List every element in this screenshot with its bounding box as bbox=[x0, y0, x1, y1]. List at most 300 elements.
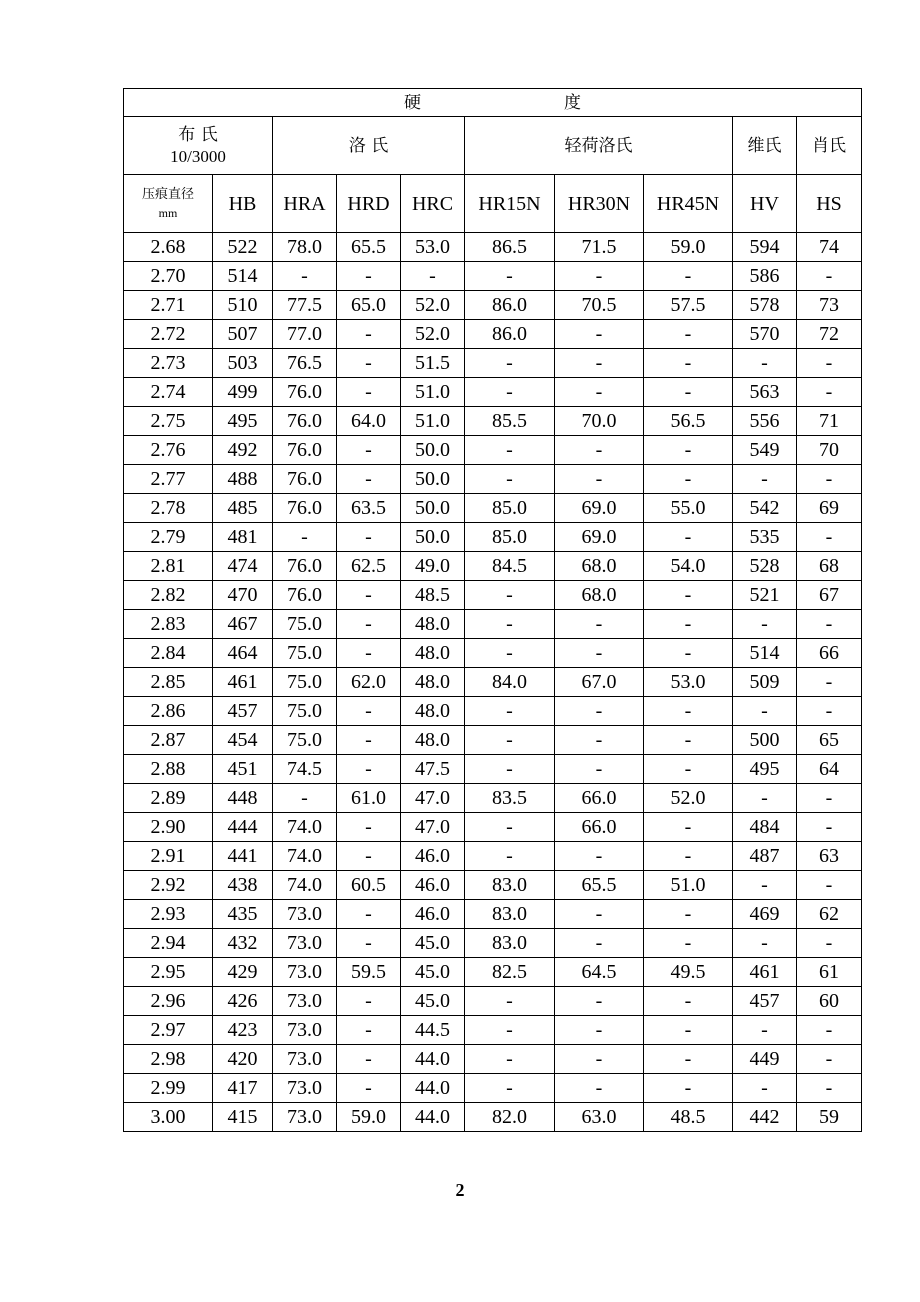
hrc-cell: 47.0 bbox=[401, 813, 465, 842]
hb-cell: 457 bbox=[213, 697, 273, 726]
hr45n-cell: - bbox=[644, 1016, 733, 1045]
table-row bbox=[124, 813, 862, 842]
diameter-cell: 2.97 bbox=[124, 1016, 213, 1045]
hr30n-cell: - bbox=[555, 639, 644, 668]
hr45n-cell: - bbox=[644, 813, 733, 842]
hs-header: HS bbox=[797, 175, 862, 233]
hr15n-cell: 85.5 bbox=[465, 407, 555, 436]
hr30n-cell: 69.0 bbox=[555, 523, 644, 552]
hrc-cell: 45.0 bbox=[401, 929, 465, 958]
hr15n-cell: - bbox=[465, 755, 555, 784]
hr15n-cell: - bbox=[465, 697, 555, 726]
hr15n-cell: - bbox=[465, 639, 555, 668]
hrc-cell: 46.0 bbox=[401, 842, 465, 871]
hrc-cell: 51.0 bbox=[401, 378, 465, 407]
diameter-cell: 2.85 bbox=[124, 668, 213, 697]
hr30n-cell: - bbox=[555, 726, 644, 755]
table-row bbox=[124, 320, 862, 349]
table-row bbox=[124, 1016, 862, 1045]
hra-cell: 77.0 bbox=[273, 320, 337, 349]
hr30n-cell: 69.0 bbox=[555, 494, 644, 523]
hrd-cell: 65.5 bbox=[337, 233, 401, 262]
hb-cell: 464 bbox=[213, 639, 273, 668]
table-row bbox=[124, 494, 862, 523]
hb-cell: 514 bbox=[213, 262, 273, 291]
hv-cell: - bbox=[733, 610, 797, 639]
hrd-cell: - bbox=[337, 813, 401, 842]
diameter-cell: 2.70 bbox=[124, 262, 213, 291]
hrc-cell: 51.0 bbox=[401, 407, 465, 436]
hr30n-cell: - bbox=[555, 900, 644, 929]
hr45n-cell: 57.5 bbox=[644, 291, 733, 320]
hv-cell: 484 bbox=[733, 813, 797, 842]
hs-cell: 65 bbox=[797, 726, 862, 755]
hv-cell: 457 bbox=[733, 987, 797, 1016]
rockwell-group-header: 洛 氏 bbox=[273, 117, 465, 175]
hr15n-cell: - bbox=[465, 465, 555, 494]
table-row bbox=[124, 842, 862, 871]
hrd-cell: - bbox=[337, 987, 401, 1016]
table-row bbox=[124, 407, 862, 436]
hv-cell: 528 bbox=[733, 552, 797, 581]
hr15n-cell: 82.0 bbox=[465, 1103, 555, 1132]
hv-cell: 578 bbox=[733, 291, 797, 320]
hs-cell: 63 bbox=[797, 842, 862, 871]
hrd-cell: - bbox=[337, 755, 401, 784]
hr45n-cell: 52.0 bbox=[644, 784, 733, 813]
group-header-row bbox=[124, 117, 862, 175]
hra-cell: 76.5 bbox=[273, 349, 337, 378]
diameter-cell: 2.93 bbox=[124, 900, 213, 929]
table-row bbox=[124, 436, 862, 465]
hrc-cell: 50.0 bbox=[401, 465, 465, 494]
hv-cell: - bbox=[733, 929, 797, 958]
hrc-cell: 48.0 bbox=[401, 668, 465, 697]
hra-cell: 73.0 bbox=[273, 1103, 337, 1132]
hr45n-cell: - bbox=[644, 523, 733, 552]
hb-cell: 507 bbox=[213, 320, 273, 349]
hr15n-cell: 84.0 bbox=[465, 668, 555, 697]
hra-cell: 75.0 bbox=[273, 697, 337, 726]
diameter-cell: 2.71 bbox=[124, 291, 213, 320]
hrc-cell: 48.5 bbox=[401, 581, 465, 610]
table-row bbox=[124, 639, 862, 668]
hra-cell: 75.0 bbox=[273, 639, 337, 668]
hr45n-cell: - bbox=[644, 726, 733, 755]
hr30n-cell: - bbox=[555, 697, 644, 726]
hr45n-cell: 49.5 bbox=[644, 958, 733, 987]
hv-cell: - bbox=[733, 1016, 797, 1045]
diameter-cell: 2.79 bbox=[124, 523, 213, 552]
hrc-cell: 46.0 bbox=[401, 871, 465, 900]
hra-cell: 76.0 bbox=[273, 581, 337, 610]
hs-cell: 59 bbox=[797, 1103, 862, 1132]
hv-cell: 594 bbox=[733, 233, 797, 262]
shore-group-header: 肖氏 bbox=[797, 117, 862, 175]
hs-cell: 67 bbox=[797, 581, 862, 610]
hrd-cell: 64.0 bbox=[337, 407, 401, 436]
hv-cell: 469 bbox=[733, 900, 797, 929]
table-row bbox=[124, 668, 862, 697]
hrd-cell: - bbox=[337, 436, 401, 465]
hr30n-cell: - bbox=[555, 1045, 644, 1074]
hr45n-cell: 53.0 bbox=[644, 668, 733, 697]
hr30n-cell: - bbox=[555, 320, 644, 349]
hrc-cell: 52.0 bbox=[401, 320, 465, 349]
table-row bbox=[124, 1103, 862, 1132]
hrc-cell: 48.0 bbox=[401, 726, 465, 755]
hr45n-cell: - bbox=[644, 1074, 733, 1103]
hr30n-cell: 64.5 bbox=[555, 958, 644, 987]
hv-cell: - bbox=[733, 1074, 797, 1103]
hra-cell: - bbox=[273, 523, 337, 552]
hr45n-cell: - bbox=[644, 610, 733, 639]
table-row bbox=[124, 552, 862, 581]
hr15n-cell: 84.5 bbox=[465, 552, 555, 581]
diameter-cell: 2.76 bbox=[124, 436, 213, 465]
hr30n-cell: - bbox=[555, 842, 644, 871]
diameter-cell: 2.95 bbox=[124, 958, 213, 987]
hv-cell: 570 bbox=[733, 320, 797, 349]
hr15n-cell: - bbox=[465, 987, 555, 1016]
hr15n-cell: - bbox=[465, 581, 555, 610]
hr30n-cell: - bbox=[555, 436, 644, 465]
hr45n-cell: 59.0 bbox=[644, 233, 733, 262]
hb-cell: 441 bbox=[213, 842, 273, 871]
table-row bbox=[124, 233, 862, 262]
table-row bbox=[124, 784, 862, 813]
hs-cell: - bbox=[797, 697, 862, 726]
table-title bbox=[124, 89, 862, 117]
diameter-cell: 2.84 bbox=[124, 639, 213, 668]
table-row bbox=[124, 929, 862, 958]
title-row bbox=[124, 89, 862, 117]
diameter-cell: 2.72 bbox=[124, 320, 213, 349]
hrd-cell: - bbox=[337, 1074, 401, 1103]
hb-cell: 485 bbox=[213, 494, 273, 523]
hrc-cell: 52.0 bbox=[401, 291, 465, 320]
hs-cell: - bbox=[797, 784, 862, 813]
hrc-cell: 50.0 bbox=[401, 494, 465, 523]
hr15n-cell: 85.0 bbox=[465, 523, 555, 552]
hra-cell: 76.0 bbox=[273, 436, 337, 465]
column-header-row bbox=[124, 175, 862, 233]
diameter-cell: 3.00 bbox=[124, 1103, 213, 1132]
hr30n-cell: 68.0 bbox=[555, 581, 644, 610]
hr30n-cell: 70.5 bbox=[555, 291, 644, 320]
hrd-header: HRD bbox=[337, 175, 401, 233]
hrc-cell: 48.0 bbox=[401, 697, 465, 726]
hrc-cell: 47.5 bbox=[401, 755, 465, 784]
hrd-cell: - bbox=[337, 378, 401, 407]
hr30n-cell: 66.0 bbox=[555, 784, 644, 813]
hrc-cell: 44.0 bbox=[401, 1074, 465, 1103]
hrc-cell: 48.0 bbox=[401, 610, 465, 639]
hb-cell: 481 bbox=[213, 523, 273, 552]
hr30n-cell: - bbox=[555, 610, 644, 639]
hb-cell: 438 bbox=[213, 871, 273, 900]
hr45n-cell: 56.5 bbox=[644, 407, 733, 436]
hb-cell: 474 bbox=[213, 552, 273, 581]
hs-cell: 60 bbox=[797, 987, 862, 1016]
hb-cell: 417 bbox=[213, 1074, 273, 1103]
hrc-cell: - bbox=[401, 262, 465, 291]
hrc-cell: 44.0 bbox=[401, 1103, 465, 1132]
hr30n-cell: 68.0 bbox=[555, 552, 644, 581]
hr45n-cell: 54.0 bbox=[644, 552, 733, 581]
table-row bbox=[124, 726, 862, 755]
hr30n-header: HR30N bbox=[555, 175, 644, 233]
hr45n-cell: 55.0 bbox=[644, 494, 733, 523]
hr15n-cell: 86.0 bbox=[465, 320, 555, 349]
hr45n-cell: - bbox=[644, 755, 733, 784]
brinell-label: 布 氏 bbox=[178, 124, 218, 145]
hr30n-cell: 65.5 bbox=[555, 871, 644, 900]
hrc-cell: 53.0 bbox=[401, 233, 465, 262]
hb-cell: 461 bbox=[213, 668, 273, 697]
hb-cell: 499 bbox=[213, 378, 273, 407]
hv-cell: 549 bbox=[733, 436, 797, 465]
hr45n-cell: - bbox=[644, 465, 733, 494]
hr45n-cell: - bbox=[644, 900, 733, 929]
table-row bbox=[124, 523, 862, 552]
hr15n-cell: 83.0 bbox=[465, 871, 555, 900]
hra-cell: 73.0 bbox=[273, 900, 337, 929]
diameter-cell: 2.99 bbox=[124, 1074, 213, 1103]
hv-cell: 556 bbox=[733, 407, 797, 436]
hr15n-cell: 85.0 bbox=[465, 494, 555, 523]
hs-cell: 69 bbox=[797, 494, 862, 523]
hr30n-cell: - bbox=[555, 987, 644, 1016]
table-row bbox=[124, 581, 862, 610]
hr45n-cell: - bbox=[644, 320, 733, 349]
hra-cell: 74.0 bbox=[273, 842, 337, 871]
hr45n-cell: - bbox=[644, 436, 733, 465]
hs-cell: 68 bbox=[797, 552, 862, 581]
hb-cell: 435 bbox=[213, 900, 273, 929]
hrc-header: HRC bbox=[401, 175, 465, 233]
diameter-cell: 2.81 bbox=[124, 552, 213, 581]
hra-cell: 76.0 bbox=[273, 465, 337, 494]
hs-cell: - bbox=[797, 378, 862, 407]
hr30n-cell: - bbox=[555, 755, 644, 784]
hr15n-cell: - bbox=[465, 726, 555, 755]
hr45n-cell: 51.0 bbox=[644, 871, 733, 900]
diameter-cell: 2.87 bbox=[124, 726, 213, 755]
hr45n-cell: - bbox=[644, 639, 733, 668]
hrc-cell: 49.0 bbox=[401, 552, 465, 581]
hra-cell: 73.0 bbox=[273, 958, 337, 987]
hra-cell: 73.0 bbox=[273, 1016, 337, 1045]
hv-cell: 514 bbox=[733, 639, 797, 668]
hs-cell: - bbox=[797, 1074, 862, 1103]
hs-cell: - bbox=[797, 262, 862, 291]
hr15n-cell: - bbox=[465, 349, 555, 378]
hs-cell: 72 bbox=[797, 320, 862, 349]
hra-cell: 74.0 bbox=[273, 813, 337, 842]
hra-cell: - bbox=[273, 784, 337, 813]
hs-cell: 71 bbox=[797, 407, 862, 436]
hr15n-cell: 86.0 bbox=[465, 291, 555, 320]
hr15n-cell: 83.5 bbox=[465, 784, 555, 813]
hr15n-cell: 83.0 bbox=[465, 929, 555, 958]
hb-cell: 503 bbox=[213, 349, 273, 378]
hrd-cell: - bbox=[337, 900, 401, 929]
hra-cell: 73.0 bbox=[273, 929, 337, 958]
hb-cell: 420 bbox=[213, 1045, 273, 1074]
hr45n-cell: 48.5 bbox=[644, 1103, 733, 1132]
hb-cell: 470 bbox=[213, 581, 273, 610]
hrd-cell: - bbox=[337, 581, 401, 610]
table-row bbox=[124, 987, 862, 1016]
diameter-unit: mm bbox=[158, 205, 178, 220]
hra-cell: 75.0 bbox=[273, 668, 337, 697]
diameter-cell: 2.78 bbox=[124, 494, 213, 523]
hv-cell: - bbox=[733, 465, 797, 494]
hrd-cell: - bbox=[337, 465, 401, 494]
hs-cell: - bbox=[797, 668, 862, 697]
diameter-cell: 2.77 bbox=[124, 465, 213, 494]
diameter-cell: 2.98 bbox=[124, 1045, 213, 1074]
hrc-cell: 48.0 bbox=[401, 639, 465, 668]
hb-cell: 488 bbox=[213, 465, 273, 494]
hs-cell: 64 bbox=[797, 755, 862, 784]
table-row bbox=[124, 697, 862, 726]
hra-cell: 76.0 bbox=[273, 378, 337, 407]
hr30n-cell: 63.0 bbox=[555, 1103, 644, 1132]
hr30n-cell: - bbox=[555, 349, 644, 378]
table-row bbox=[124, 1074, 862, 1103]
diameter-cell: 2.96 bbox=[124, 987, 213, 1016]
hb-cell: 522 bbox=[213, 233, 273, 262]
hr45n-cell: - bbox=[644, 842, 733, 871]
diameter-cell: 2.94 bbox=[124, 929, 213, 958]
hr30n-cell: - bbox=[555, 262, 644, 291]
hv-cell: 563 bbox=[733, 378, 797, 407]
hrd-cell: - bbox=[337, 726, 401, 755]
diameter-cell: 2.82 bbox=[124, 581, 213, 610]
hs-cell: 74 bbox=[797, 233, 862, 262]
diameter-cell: 2.91 bbox=[124, 842, 213, 871]
hrc-cell: 44.5 bbox=[401, 1016, 465, 1045]
light-rockwell-group-header: 轻荷洛氏 bbox=[465, 117, 733, 175]
hr30n-cell: - bbox=[555, 465, 644, 494]
hra-cell: 73.0 bbox=[273, 1074, 337, 1103]
diameter-cell: 2.86 bbox=[124, 697, 213, 726]
hs-cell: - bbox=[797, 1045, 862, 1074]
hrc-cell: 51.5 bbox=[401, 349, 465, 378]
diameter-cell: 2.83 bbox=[124, 610, 213, 639]
hv-cell: - bbox=[733, 784, 797, 813]
hs-cell: - bbox=[797, 523, 862, 552]
diameter-cell: 2.73 bbox=[124, 349, 213, 378]
hv-cell: 442 bbox=[733, 1103, 797, 1132]
hra-cell: 74.5 bbox=[273, 755, 337, 784]
hv-cell: 449 bbox=[733, 1045, 797, 1074]
hr15n-cell: - bbox=[465, 610, 555, 639]
hrc-cell: 45.0 bbox=[401, 987, 465, 1016]
hb-cell: 467 bbox=[213, 610, 273, 639]
hv-cell: 521 bbox=[733, 581, 797, 610]
table-row bbox=[124, 378, 862, 407]
hr15n-cell: 83.0 bbox=[465, 900, 555, 929]
hrd-cell: - bbox=[337, 610, 401, 639]
brinell-group-header bbox=[124, 117, 273, 175]
hrd-cell: - bbox=[337, 1016, 401, 1045]
hrd-cell: 62.0 bbox=[337, 668, 401, 697]
hs-cell: 73 bbox=[797, 291, 862, 320]
hs-cell: - bbox=[797, 929, 862, 958]
hr15n-cell: - bbox=[465, 378, 555, 407]
hrd-cell: - bbox=[337, 262, 401, 291]
hr45n-cell: - bbox=[644, 929, 733, 958]
hv-cell: 542 bbox=[733, 494, 797, 523]
hb-cell: 510 bbox=[213, 291, 273, 320]
hra-cell: 76.0 bbox=[273, 552, 337, 581]
hb-cell: 495 bbox=[213, 407, 273, 436]
hv-header: HV bbox=[733, 175, 797, 233]
table-row bbox=[124, 1045, 862, 1074]
hr30n-cell: - bbox=[555, 1016, 644, 1045]
hb-header: HB bbox=[213, 175, 273, 233]
hs-cell: - bbox=[797, 813, 862, 842]
brinell-sub-label: 10/3000 bbox=[170, 146, 226, 166]
hra-cell: 76.0 bbox=[273, 407, 337, 436]
hb-cell: 423 bbox=[213, 1016, 273, 1045]
hrc-cell: 50.0 bbox=[401, 436, 465, 465]
hardness-conversion-table bbox=[123, 88, 862, 1132]
hrd-cell: 62.5 bbox=[337, 552, 401, 581]
table-row bbox=[124, 349, 862, 378]
hv-cell: 535 bbox=[733, 523, 797, 552]
hs-cell: - bbox=[797, 465, 862, 494]
diameter-cell: 2.90 bbox=[124, 813, 213, 842]
hra-cell: 75.0 bbox=[273, 726, 337, 755]
hr30n-cell: - bbox=[555, 929, 644, 958]
hb-cell: 451 bbox=[213, 755, 273, 784]
hv-cell: - bbox=[733, 871, 797, 900]
hv-cell: 495 bbox=[733, 755, 797, 784]
hr45n-header: HR45N bbox=[644, 175, 733, 233]
hra-cell: 73.0 bbox=[273, 987, 337, 1016]
hra-cell: 74.0 bbox=[273, 871, 337, 900]
hr30n-cell: 71.5 bbox=[555, 233, 644, 262]
hrc-cell: 47.0 bbox=[401, 784, 465, 813]
hrc-cell: 46.0 bbox=[401, 900, 465, 929]
hr45n-cell: - bbox=[644, 262, 733, 291]
hrd-cell: - bbox=[337, 842, 401, 871]
hra-cell: 77.5 bbox=[273, 291, 337, 320]
hr30n-cell: 66.0 bbox=[555, 813, 644, 842]
hrd-cell: - bbox=[337, 639, 401, 668]
hrd-cell: - bbox=[337, 523, 401, 552]
hr15n-cell: - bbox=[465, 1074, 555, 1103]
table-row bbox=[124, 465, 862, 494]
hs-cell: 66 bbox=[797, 639, 862, 668]
hv-cell: - bbox=[733, 349, 797, 378]
hr15n-header: HR15N bbox=[465, 175, 555, 233]
hb-cell: 432 bbox=[213, 929, 273, 958]
diameter-cell: 2.74 bbox=[124, 378, 213, 407]
hr15n-cell: 82.5 bbox=[465, 958, 555, 987]
vickers-group-header: 维氏 bbox=[733, 117, 797, 175]
hv-cell: 586 bbox=[733, 262, 797, 291]
hrd-cell: 59.5 bbox=[337, 958, 401, 987]
hb-cell: 444 bbox=[213, 813, 273, 842]
hv-cell: - bbox=[733, 697, 797, 726]
hra-header: HRA bbox=[273, 175, 337, 233]
hr15n-cell: - bbox=[465, 436, 555, 465]
